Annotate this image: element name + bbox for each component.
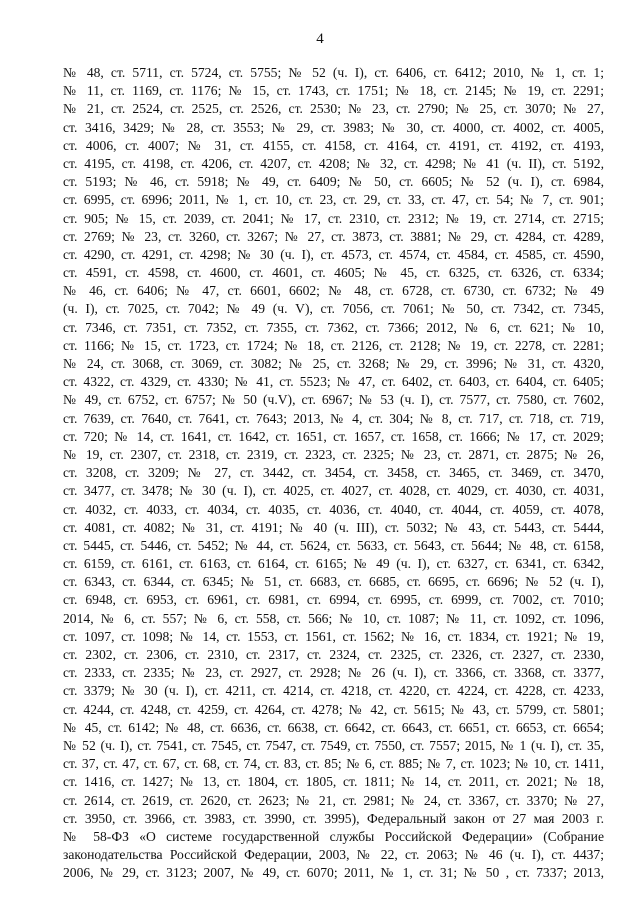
text-line: ст. 3950, ст. 3966, ст. 3983, ст. 3990, ст. 3995), Федеральный закон от 27 мая 2003 г. — [63, 810, 604, 826]
text-line: ст. 1166; № 15, ст. 1723, ст. 1724; № 18, ст. 2126, ст. 2128; № 19, ст. 2278, ст. 2281; — [63, 337, 604, 353]
page-number: 4 — [316, 31, 324, 47]
text-line: ст. 5193; № 46, ст. 5918; № 49, ст. 6409; № 50, ст. 6605; № 52 (ч. I), ст. 6984, — [63, 174, 604, 190]
text-line: ст. 5445, ст. 5446, ст. 5452; № 44, ст. 5624, ст. 5633, ст. 5643, ст. 5644; № 48, ст. 6158, — [63, 537, 604, 553]
text-line: № 46, ст. 6406; № 47, ст. 6601, 6602; № 48, ст. 6728, ст. 6730, ст. 6732; № 49 — [63, 283, 604, 299]
text-line: № 24, ст. 3068, ст. 3069, ст. 3082; № 25, ст. 3268; № 29, ст. 3996; № 31, ст. 4320, — [63, 356, 604, 371]
text-line: № 52 (ч. I), ст. 7541, ст. 7545, ст. 7547, ст. 7549, ст. 7550, ст. 7557; 2015, № 1 (ч. I), ст. 35, — [63, 737, 604, 753]
text-line: 2014, № 6, ст. 557; № 6, ст. 558, ст. 566; № 10, ст. 1087; № 11, ст. 1092, ст. 1096, — [63, 610, 604, 626]
text-line: ст. 2302, ст. 2306, ст. 2310, ст. 2317, ст. 2324, ст. 2325, ст. 2326, ст. 2327, ст. 2330, — [63, 647, 604, 662]
text-line: ст. 1097, ст. 1098; № 14, ст. 1553, ст. 1561, ст. 1562; № 16, ст. 1834, ст. 1921; № 19, — [63, 628, 604, 644]
text-line: 2006, № 29, ст. 3123; 2007, № 49, ст. 6070; 2011, № 1, ст. 31; № 50 , ст. 7337; 2013, — [63, 865, 604, 881]
text-line: ст. 4244, ст. 4248, ст. 4259, ст. 4264, ст. 4278; № 42, ст. 5615; № 43, ст. 5799, ст. 5801; — [63, 701, 604, 717]
text-line: № 11, ст. 1169, ст. 1176; № 15, ст. 1743, ст. 1751; № 18, ст. 2145; № 19, ст. 2291; — [63, 83, 604, 99]
body-text — [63, 64, 604, 882]
text-line: № 48, ст. 5711, ст. 5724, ст. 5755; № 52 (ч. I), ст. 6406, ст. 6412; 2010, № 1, ст. 1; — [63, 65, 604, 80]
text-line: ст. 3208, ст. 3209; № 27, ст. 3442, ст. 3454, ст. 3458, ст. 3465, ст. 3469, ст. 3470, — [63, 465, 604, 481]
text-line: ст. 3379; № 30 (ч. I), ст. 4211, ст. 4214, ст. 4218, ст. 4220, ст. 4224, ст. 4228, ст. 4233, — [63, 683, 604, 699]
text-line: законодательства Российской Федерации, 2003, № 22, ст. 2063; № 46 (ч. I), ст. 4437; — [63, 847, 604, 863]
text-line: ст. 4032, ст. 4033, ст. 4034, ст. 4035, ст. 4036, ст. 4040, ст. 4044, ст. 4059, ст. 4078, — [63, 501, 604, 517]
text-line: № 21, ст. 2524, ст. 2525, ст. 2526, ст. 2530; № 23, ст. 2790; № 25, ст. 3070; № 27, — [63, 101, 604, 117]
text-line: ст. 6995, ст. 6996; 2011, № 1, ст. 10, ст. 23, ст. 29, ст. 33, ст. 47, ст. 54; № 7, ст. 901; — [63, 192, 604, 208]
text-line: ст. 4591, ст. 4598, ст. 4600, ст. 4601, ст. 4605; № 45, ст. 6325, ст. 6326, ст. 6334; — [63, 265, 604, 281]
text-line: ст. 2769; № 23, ст. 3260, ст. 3267; № 27, ст. 3873, ст. 3881; № 29, ст. 4284, ст. 4289, — [63, 228, 604, 244]
text-line: ст. 1416, ст. 1427; № 13, ст. 1804, ст. 1805, ст. 1811; № 14, ст. 2011, ст. 2021; № 18, — [63, 774, 604, 790]
text-line: ст. 3416, 3429; № 28, ст. 3553; № 29, ст. 3983; № 30, ст. 4000, ст. 4002, ст. 4005, — [63, 119, 604, 135]
text-line: (ч. I), ст. 7025, ст. 7042; № 49 (ч. V), ст. 7056, ст. 7061; № 50, ст. 7342, ст. 7345, — [63, 301, 604, 317]
text-line: № 19, ст. 2307, ст. 2318, ст. 2319, ст. 2323, ст. 2325; № 23, ст. 2871, ст. 2875; № 26, — [63, 446, 604, 462]
text-line: № 58-ФЗ «О системе государственной службы Российской Федерации» (Собрание — [63, 828, 604, 844]
text-line: ст. 4290, ст. 4291, ст. 4298; № 30 (ч. I), ст. 4573, ст. 4574, ст. 4584, ст. 4585, ст. 4590, — [63, 246, 604, 262]
text-line: ст. 7639, ст. 7640, ст. 7641, ст. 7643; 2013, № 4, ст. 304; № 8, ст. 717, ст. 718, ст. 719, — [63, 410, 604, 426]
text-line: ст. 4195, ст. 4198, ст. 4206, ст. 4207, ст. 4208; № 32, ст. 4298; № 41 (ч. II), ст. 5192, — [63, 155, 604, 171]
text-line: ст. 37, ст. 47, ст. 67, ст. 68, ст. 74, ст. 83, ст. 85; № 6, ст. 885; № 7, ст. 1023; № 10, ст. 1411, — [63, 756, 604, 772]
text-line: ст. 6948, ст. 6953, ст. 6961, ст. 6981, ст. 6994, ст. 6995, ст. 6999, ст. 7002, ст. 7010; — [63, 592, 604, 608]
text-line: ст. 905; № 15, ст. 2039, ст. 2041; № 17, ст. 2310, ст. 2312; № 19, ст. 2714, ст. 2715; — [63, 210, 604, 226]
text-line: ст. 2333, ст. 2335; № 23, ст. 2927, ст. 2928; № 26 (ч. I), ст. 3366, ст. 3368, ст. 3377, — [63, 665, 604, 681]
text-line: № 49, ст. 6752, ст. 6757; № 50 (ч.V), ст. 6967; № 53 (ч. I), ст. 7577, ст. 7580, ст. 7602, — [63, 392, 604, 408]
text-line: ст. 4322, ст. 4329, ст. 4330; № 41, ст. 5523; № 47, ст. 6402, ст. 6403, ст. 6404, ст. 6405; — [63, 374, 604, 390]
text-line: № 45, ст. 6142; № 48, ст. 6636, ст. 6638, ст. 6642, ст. 6643, ст. 6651, ст. 6653, ст. 6654; — [63, 719, 604, 735]
text-line: ст. 3477, ст. 3478; № 30 (ч. I), ст. 4025, ст. 4027, ст. 4028, ст. 4029, ст. 4030, ст. 4031, — [63, 483, 604, 499]
text-line: ст. 4081, ст. 4082; № 31, ст. 4191; № 40 (ч. III), ст. 5032; № 43, ст. 5443, ст. 5444, — [63, 519, 604, 535]
text-line: ст. 4006, ст. 4007; № 31, ст. 4155, ст. 4158, ст. 4164, ст. 4191, ст. 4192, ст. 4193, — [63, 137, 604, 153]
text-line: ст. 6159, ст. 6161, ст. 6163, ст. 6164, ст. 6165; № 49 (ч. I), ст. 6327, ст. 6341, ст. 6342, — [63, 556, 604, 572]
text-line: ст. 720; № 14, ст. 1641, ст. 1642, ст. 1651, ст. 1657, ст. 1658, ст. 1666; № 17, ст. 2029; — [63, 428, 604, 444]
text-line: ст. 7346, ст. 7351, ст. 7352, ст. 7355, ст. 7362, ст. 7366; 2012, № 6, ст. 621; № 10, — [63, 319, 604, 335]
text-line: ст. 6343, ст. 6344, ст. 6345; № 51, ст. 6683, ст. 6685, ст. 6695, ст. 6696; № 52 (ч. I), — [63, 574, 604, 590]
text-line: ст. 2614, ст. 2619, ст. 2620, ст. 2623; № 21, ст. 2981; № 24, ст. 3367, ст. 3370; № 27, — [63, 792, 604, 808]
